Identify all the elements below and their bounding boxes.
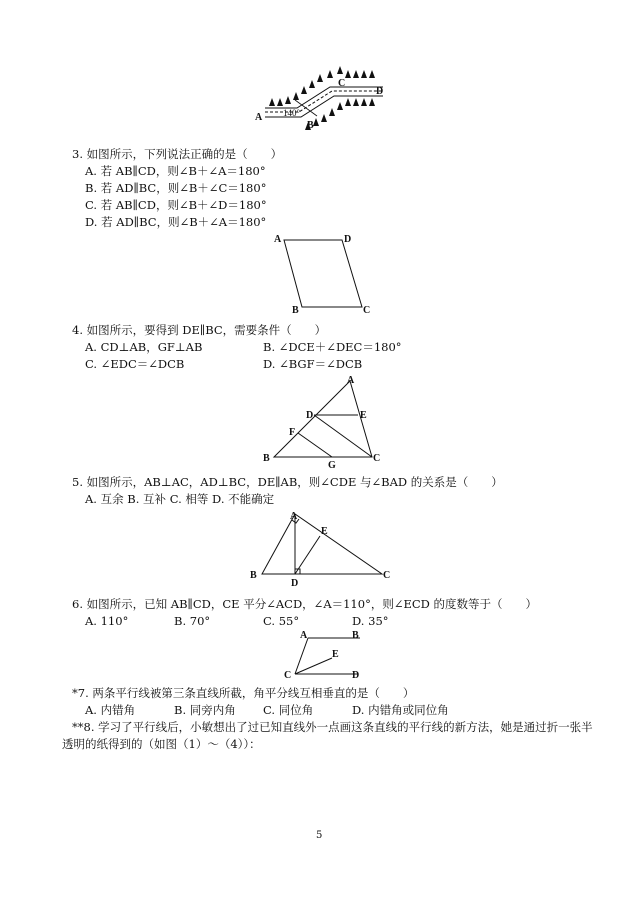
road-angle-label: 140°: [283, 108, 301, 118]
q6-parallel-figure: [280, 630, 370, 685]
q6-stem: 6. 如图所示，已知 AB∥CD，CE 平分∠ACD，∠A＝110°，则∠ECD 的度数等于（ ）: [72, 597, 538, 611]
q3-label-a: A: [274, 234, 282, 245]
q6-label-c: C: [284, 670, 292, 681]
q4-label-b: B: [263, 453, 270, 464]
q5-options: A. 互余 B. 互补 C. 相等 D. 不能确定: [85, 492, 275, 506]
q6-option-a: A. 110°: [85, 614, 129, 628]
q6-option-c: C. 55°: [263, 614, 300, 628]
q7-option-b: B. 同旁内角: [174, 703, 236, 717]
road-label-b: B: [307, 120, 314, 131]
q5-label-d: D: [291, 578, 299, 589]
q4-label-d: D: [306, 410, 314, 421]
q5-label-e: E: [321, 526, 328, 537]
q5-stem: 5. 如图所示，AB⊥AC，AD⊥BC，DE∥AB，则∠CDE 与∠BAD 的关系是（ ）: [72, 475, 503, 489]
q3-label-b: B: [292, 305, 299, 316]
q6-label-e: E: [332, 649, 339, 660]
q4-option-c: C. ∠EDC＝∠DCB: [85, 357, 185, 371]
road-label-d: D: [376, 86, 384, 97]
q3-option-d: D. 若 AD∥BC，则∠B＋∠A＝180°: [85, 215, 267, 229]
q7-option-c: C. 同位角: [263, 703, 314, 717]
q7-option-a: A. 内错角: [85, 703, 136, 717]
q4-label-e: E: [360, 410, 367, 421]
road-label-a: A: [255, 112, 263, 123]
page-number: 5: [316, 830, 323, 841]
q4-triangle-figure: [260, 373, 385, 471]
q3-parallelogram-figure: [270, 230, 380, 315]
q7-option-d: D. 内错角或同位角: [352, 703, 449, 717]
q7-stem: *7. 两条平行线被第三条直线所截，角平分线互相垂直的是（ ）: [72, 686, 415, 700]
q4-label-c: C: [373, 453, 381, 464]
q4-label-f: F: [289, 427, 296, 438]
road-figure: [255, 60, 395, 135]
q6-option-d: D. 35°: [352, 614, 389, 628]
q6-label-b: B: [352, 630, 359, 641]
q3-option-b: B. 若 AD∥BC，则∠B＋∠C＝180°: [85, 181, 267, 195]
q4-option-b: B. ∠DCE＋∠DEC＝180°: [263, 340, 402, 354]
q4-stem: 4. 如图所示，要得到 DE∥BC，需要条件（ ）: [72, 323, 327, 337]
q3-option-c: C. 若 AB∥CD，则∠B＋∠D＝180°: [85, 198, 267, 212]
q6-label-a: A: [300, 630, 308, 641]
q5-label-a: A: [290, 511, 298, 522]
q3-label-d: D: [344, 234, 352, 245]
q6-option-b: B. 70°: [174, 614, 211, 628]
q3-stem: 3. 如图所示，下列说法正确的是（ ）: [72, 147, 283, 161]
q6-label-d: D: [352, 670, 360, 681]
q4-option-a: A. CD⊥AB，GF⊥AB: [85, 340, 203, 354]
q3-option-a: A. 若 AB∥CD，则∠B＋∠A＝180°: [85, 164, 266, 178]
q8-line1: **8. 学习了平行线后，小敏想出了过已知直线外一点画这条直线的平行线的新方法，她是通过折一张半: [72, 720, 593, 734]
q4-label-a: A: [347, 375, 355, 386]
road-label-c: C: [338, 78, 346, 89]
q8-line2: 透明的纸得到的（如图（1）～（4））：: [62, 737, 261, 751]
q4-option-d: D. ∠BGF＝∠DCB: [263, 357, 363, 371]
q4-label-g: G: [328, 460, 336, 471]
q5-label-c: C: [383, 570, 391, 581]
q3-label-c: C: [363, 305, 371, 316]
q5-label-b: B: [250, 570, 257, 581]
q5-triangle-figure: [245, 508, 395, 590]
